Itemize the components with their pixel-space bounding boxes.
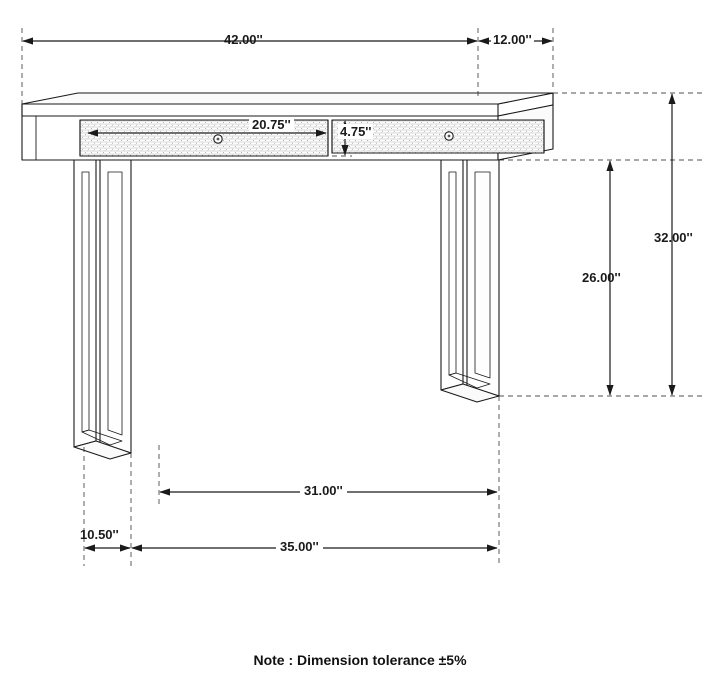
dim-label-total-height: 32.00''	[654, 230, 693, 245]
dim-label-leg-height: 26.00''	[582, 270, 621, 285]
table-illustration	[22, 93, 553, 459]
dim-label-inner-span: 31.00''	[300, 483, 347, 498]
dim-label-drawer-height: 4.75''	[340, 124, 372, 139]
dim-label-leg-offset: 10.50''	[80, 527, 119, 542]
dim-label-top-depth: 12.00''	[493, 32, 532, 47]
dim-label-drawer-width: 20.75''	[249, 117, 294, 132]
dim-label-top-width: 42.00''	[224, 32, 263, 47]
tolerance-note: Note : Dimension tolerance ±5%	[253, 652, 467, 668]
dim-label-outer-span: 35.00''	[276, 539, 323, 554]
